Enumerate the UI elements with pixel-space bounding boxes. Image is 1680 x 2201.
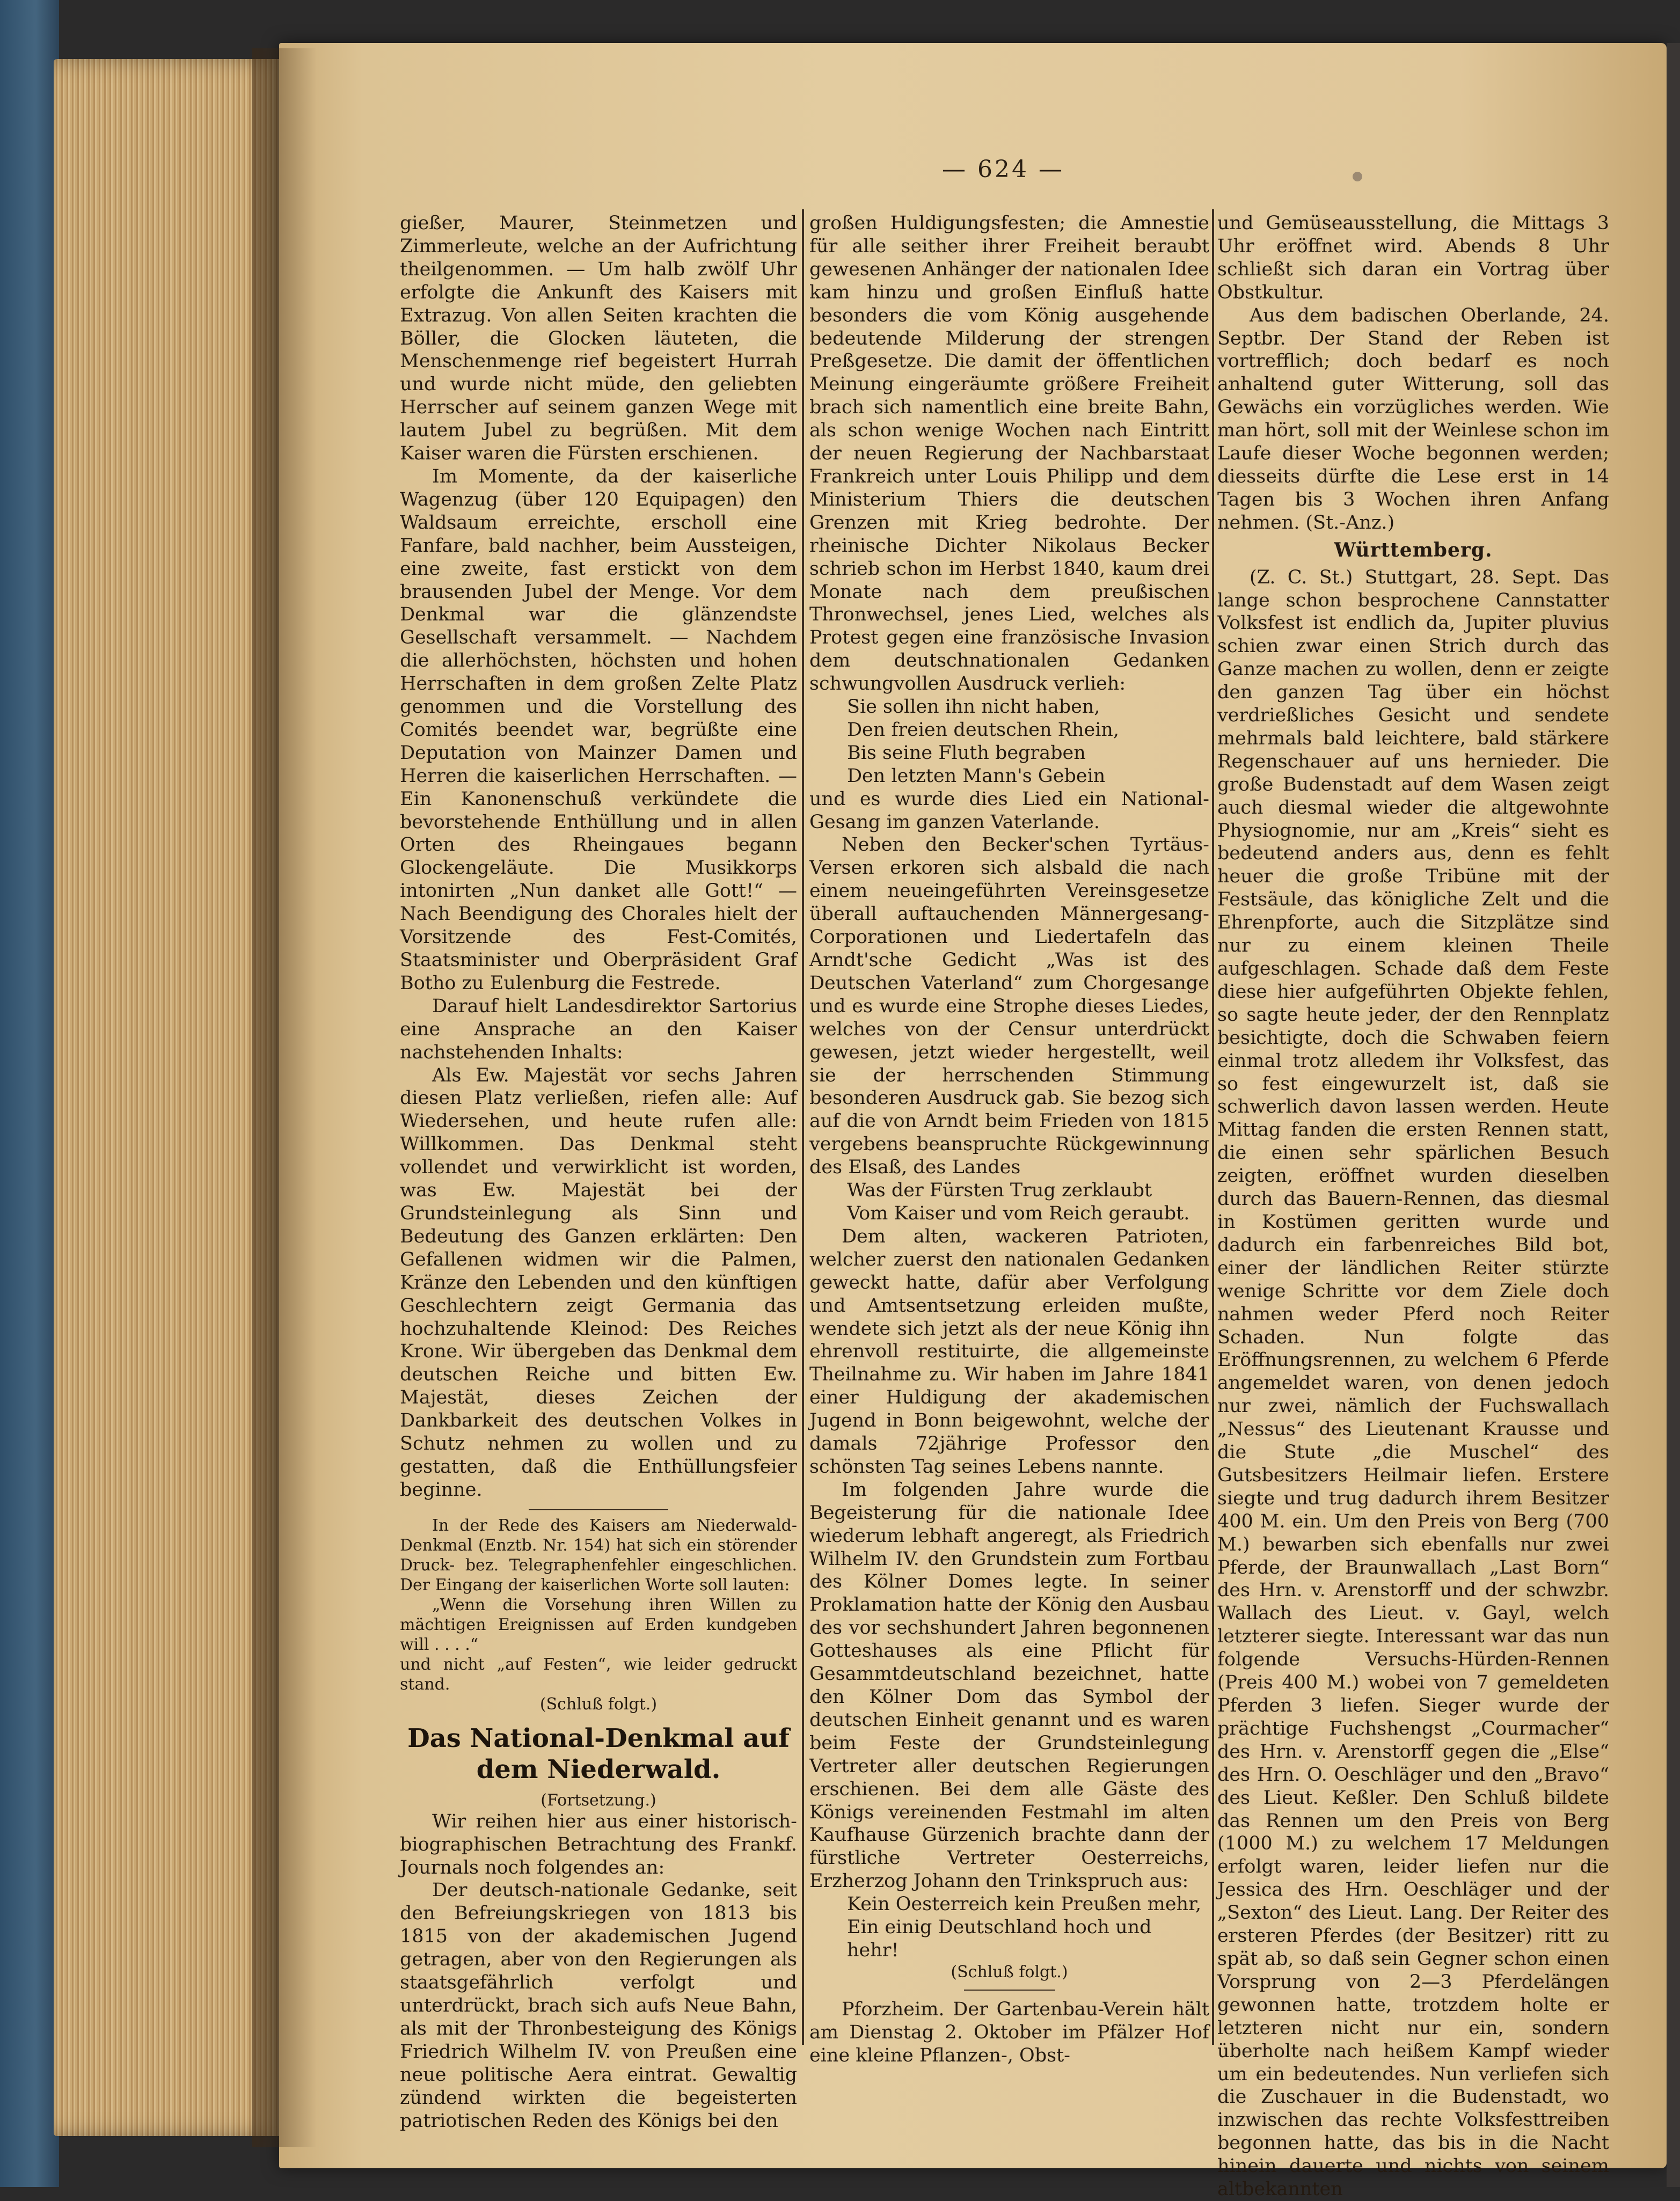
verse-line: Sie sollen ihn nicht haben,	[847, 696, 1100, 718]
paragraph: Wir reihen hier aus einer historisch-biographischen Betrachtung des Frankf. Journals noch folgendes an:	[400, 1810, 797, 1878]
column-1	[400, 212, 797, 2132]
paragraph: Pforzheim. Der Gartenbau-Verein hält am Dienstag 2. Oktober im Pfälzer Hof eine kleine Pflanzen-, Obst-	[809, 1998, 1209, 2066]
verse-line: Bis seine Fluth begraben	[847, 742, 1086, 764]
section-heading: Württemberg.	[1334, 538, 1493, 561]
verse-line: Vom Kaiser und vom Reich geraubt.	[847, 1202, 1190, 1224]
paragraph: und es wurde dies Lied ein National-Gesang im ganzen Vaterlande.	[809, 788, 1209, 833]
page-edges	[54, 59, 284, 2136]
footnote: und nicht „auf Festen“, wie leider gedruckt stand.	[400, 1655, 797, 1694]
column-3	[1217, 212, 1609, 2201]
background-right	[1667, 43, 1680, 2187]
spine-shadow	[252, 48, 317, 2147]
column-2	[809, 212, 1209, 2067]
column-rule-1	[802, 209, 804, 2045]
divider	[529, 1509, 668, 1510]
continued-note: (Schluß folgt.)	[539, 1694, 658, 1714]
paragraph: Aus dem badischen Oberlande, 24. Septbr. Der Stand der Reben ist vortrefflich; doch bedarf es noch anhaltend guter Witterung, soll das Gewächs ein vorzügliches werden. Wie man hört, soll mit der Weinlese schon im Laufe dieser Woche begonnen werden; diesseits dürfte die Lese erst in 14 Tagen bis 3 Wochen ihren Anfang nehmen. (St.-Anz.)	[1217, 304, 1609, 533]
paragraph: Neben den Becker'schen Tyrtäus-Versen erkoren sich alsbald die nach einem neueingeführten Vereinsgesetze überall auftauchenden Männergesang-Corporationen und Liedertafeln das Arndt'sche Gedicht „Was ist des Deutschen Vaterland“ zum Chorgesange und es wurde eine Strophe dieses Liedes, welches von der Censur unterdrückt gewesen, jetzt wieder hergestellt, weil sie der herrschenden Stimmung besonderen Ausdruck gab. Sie bezog sich auf die von Arndt beim Frieden von 1815 vergebens beanspruchte Rückgewinnung des Elsaß, des Landes	[809, 834, 1209, 1179]
article-heading: Das National-Denkmal auf dem Niederwald.	[407, 1723, 790, 1785]
column-rule-2	[1212, 209, 1214, 2045]
paragraph: Der deutsch-nationale Gedanke, seit den Befreiungskriegen von 1813 bis 1815 von der akademischen Jugend getragen, aber von den Regierungen als staatsgefährlich verfolgt und unterdrückt, brach sich aufs Neue Bahn, als mit der Thronbesteigung des Königs Friedrich Wilhelm IV. von Preußen eine neue politische Aera eintrat. Gewaltig zündend wirkten die begeisterten patriotischen Reden des Königs bei den	[400, 1880, 797, 2132]
paragraph: (Z. C. St.) Stuttgart, 28. Sept. Das lange schon besprochene Cannstatter Volksfest ist endlich da, Jupiter pluvius schien zwar einen Strich durch das Ganze machen zu wollen, denn er zeigte den ganzen Tag über ein höchst verdrießliches Gesicht und sendete mehrmals bald leichtere, bald stärkere Regenschauer auf uns hernieder. Die große Budenstadt auf dem Wasen zeigt auch diesmal wieder die altgewohnte Physiognomie, nur am „Kreis“ sieht es bedeutend anders aus, denn es fehlt heuer die große Tribüne mit der Festsäule, das königliche Zelt und die Ehrenpforte, auch die Sitzplätze sind nur zu einem kleinen Theile aufgeschlagen. Schade daß dem Feste diese hier aufgeführten Objekte fehlen, so sagte heute jeder, der den Rennplatz besichtigte, doch die Schwaben feiern einmal trotz alledem ihr Volksfest, das so fest eingewurzelt ist, daß sie schwerlich davon lassen werden. Heute Mittag fanden die ersten Rennen statt, die einen sehr spärlichen Besuch zeigten, eröffnet wurden dieselben durch das Bauern-Rennen, das diesmal in Kostümen geritten wurde und dadurch ein farbenreiches Bild bot, einer der ländlichen Reiter stürzte wenige Schritte vor dem Ziele doch nahmen weder Pferd noch Reiter Schaden. Nun folgte das Eröffnungsrennen, zu welchem 6 Pferde angemeldet waren, von denen jedoch nur zwei, nämlich der Fuchswallach „Nessus“ des Lieutenant Krausse und die Stute „die Muschel“ des Gutsbesitzers Heilmair liefen. Erstere siegte und trug dadurch ihrem Besitzer 400 M. ein. Um den Preis von Berg (700 M.) bewarben sich ebenfalls nur zwei Pferde, der Braunwallach „Last Born“ des Hrn. v. Arenstorff und der schwzbr. Wallach des Lieut. v. Gayl, welch letzterer siegte. Interessant war das nun folgende Versuchs-Hürden-Rennen (Preis 400 M.) wobei von 7 gemeldeten Pferden 3 liefen. Sieger wurde der prächtige Fuchshengst „Courmacher“ des Hrn. v. Arenstorff gegen die „Else“ des Hrn. O. Oeschläger und den „Bravo“ des Lieut. Keßler. Den Schluß bildete das Rennen um den Preis von Berg (1000 M.) zu welchem 17 Meldungen erfolgt waren, leider liefen nur die Jessica des Hrn. Oeschläger und der „Sexton“ des Lieut. Lang. Der Reiter des ersteren Pferdes (der Besitzer) ritt zu spät ab, so daß sein Gegner schon einen Vorsprung von 2—3 Pferdelängen gewonnen hatte, trotzdem holte er letzteren nicht nur ein, sondern überholte nach heißem Kampf wieder um ein bedeutendes. Nun verliefen sich die Zuschauer in die Budenstadt, wo inzwischen das rechte Volksfesttreiben begonnen hatte, das bis in die Nacht hinein dauerte und nichts von seinem altbekannten	[1217, 566, 1609, 2200]
paragraph: großen Huldigungsfesten; die Amnestie für alle seither ihrer Freiheit beraubt gewesenen Anhänger der nationalen Idee kam hinzu und großen Einfluß hatte besonders die vom König ausgehende bedeutende Milderung der strengen Preßgesetze. Die damit der öffentlichen Meinung eingeräumte größere Freiheit brach sich namentlich eine breite Bahn, als schon wenige Wochen nach Eintritt der neuen Regierung der Nachbarstaat Frankreich unter Louis Philipp und dem Ministerium Thiers die deutschen Grenzen mit Krieg bedrohte. Der rheinische Dichter Nikolaus Becker schrieb schon im Herbst 1840, kaum drei Monate nach dem preußischen Thronwechsel, jenes Lied, welches als Protest gegen eine französische Invasion dem deutschnationalen Gedanken schwungvollen Ausdruck verlieh:	[809, 213, 1209, 695]
paragraph: Im folgenden Jahre wurde die Begeisterung für die nationale Idee wiederum lebhaft angeregt, als Friedrich Wilhelm IV. den Grundstein zum Fortbau des Kölner Domes legte. In seiner Proklamation hatte der König den Ausbau des vor sechshundert Jahren begonnenen Gotteshauses als eine Pflicht für Gesammtdeutschland bezeichnet, hatte den Kölner Dom das Symbol der deutschen Einheit genannt und es waren beim Feste der Grundsteinlegung Vertreter aller deutschen Regierungen erschienen. Bei dem alle Gäste des Königs vereinenden Festmahl im alten Kaufhause Gürzenich brachte dann der fürstliche Vertreter Oesterreichs, Erzherzog Johann den Trinkspruch aus:	[809, 1479, 1209, 1892]
verse-line: Den letzten Mann's Gebein	[847, 765, 1106, 787]
footnote-quote: „Wenn die Vorsehung ihren Willen zu mächtigen Ereignissen auf Erden kundgeben will . . . .“	[400, 1595, 797, 1654]
divider	[964, 1990, 1055, 1991]
verse-line: Ein einig Deutschland hoch und hehr!	[847, 1917, 1152, 1961]
paragraph: Darauf hielt Landesdirektor Sartorius eine Ansprache an den Kaiser nachstehenden Inhalts:	[400, 995, 797, 1063]
paragraph: Im Momente, da der kaiserliche Wagenzug (über 120 Equipagen) den Waldsaum erreichte, erscholl eine Fanfare, bald nachher, beim Aussteigen, eine zweite, fast erstickt von dem brausenden Jubel der Menge. Vor dem Denkmal war die glänzendste Gesellschaft versammelt. — Nachdem die allerhöchsten, höchsten und hohen Herrschaften in dem großen Zelte Platz genommen und die Vorstellung des Comités beendet war, begrüßte eine Deputation von Mainzer Damen und Herren die kaiserlichen Herrschaften. — Ein Kanonenschuß verkündete die bevorstehende Enthüllung und in allen Orten des Rheingaues begann Glockengeläute. Die Musikkorps intonirten „Nun danket alle Gott!“ — Nach Beendigung des Chorales hielt der Vorsitzende des Fest-Comités, Staatsminister und Oberpräsident Graf Botho zu Eulenburg die Festrede.	[400, 465, 797, 994]
verse-line: Den freien deutschen Rhein,	[847, 719, 1120, 741]
continuation-note: (Fortsetzung.)	[540, 1790, 656, 1810]
continued-note: (Schluß folgt.)	[951, 1962, 1068, 1981]
paragraph: gießer, Maurer, Steinmetzen und Zimmerleute, welche an der Aufrichtung theilgenommen. — Um halb zwölf Uhr erfolgte die Ankunft des Kaisers mit Extrazug. Von allen Seiten krachten die Böller, die Glocken läuteten, die Menschenmenge rief begeistert Hurrah und wurde nicht müde, den geliebten Herrscher auf seinem ganzen Wege mit lautem Jubel zu begrüßen. Mit dem Kaiser waren die Fürsten erschienen.	[400, 213, 797, 465]
verse-line: Was der Fürsten Trug zerklaubt	[847, 1180, 1152, 1202]
paper-spot	[1353, 172, 1362, 181]
paragraph: Dem alten, wackeren Patrioten, welcher zuerst den nationalen Gedanken geweckt hatte, dafür aber Verfolgung und Amtsentsetzung erleiden mußte, wendete sich jetzt als der neue König ihn ehrenvoll restituirte, die allgemeinste Theilnahme zu. Wir haben im Jahre 1841 einer Huldigung der akademischen Jugend in Bonn beigewohnt, welche der damals 72jährige Professor den schönsten Tag seines Lebens nannte.	[809, 1225, 1209, 1478]
paragraph: und Gemüseausstellung, die Mittags 3 Uhr eröffnet wird. Abends 8 Uhr schließt sich daran ein Vortrag über Obstkultur.	[1217, 213, 1609, 303]
verse-line: Kein Oesterreich kein Preußen mehr,	[847, 1893, 1202, 1915]
paragraph: Als Ew. Majestät vor sechs Jahren diesen Platz verließen, riefen alle: Auf Wiedersehen, und heute rufen alle: Willkommen. Das Denkmal steht vollendet und verwirklicht ist worden, was Ew. Majestät bei der Grundsteinlegung als Sinn und Bedeutung des Ganzen erklärten: Den Gefallenen widmen wir die Palmen, Kränze den Lebenden und den künftigen Geschlechtern zeigt Germania das hochzuhaltende Kleinod: Des Reiches Krone. Wir übergeben das Denkmal dem deutschen Reiche und bitten Ew. Majestät, dieses Zeichen der Dankbarkeit des deutschen Volkes in Schutz nehmen zu wollen und zu gestatten, daß die Enthüllungsfeier beginne.	[400, 1064, 797, 1501]
book-cover	[0, 0, 59, 2187]
footnote: In der Rede des Kaisers am Niederwald-Denkmal (Enztb. Nr. 154) hat sich ein störender Druck- bez. Telegraphenfehler eingeschlichen. Der Eingang der kaiserlichen Worte soll lauten:	[400, 1516, 797, 1595]
page-number: — 624 —	[942, 156, 1064, 183]
